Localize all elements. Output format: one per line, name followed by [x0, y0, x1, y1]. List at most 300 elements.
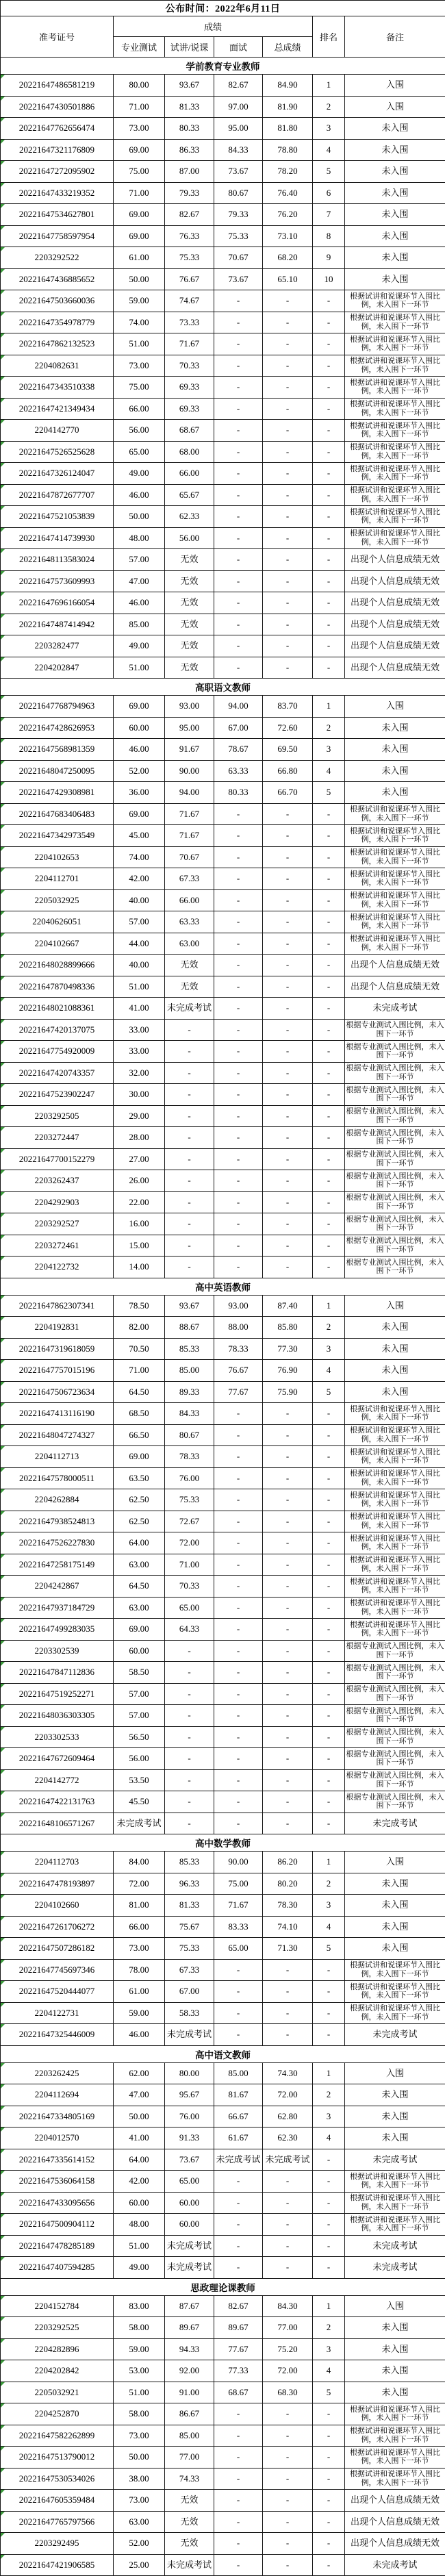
remark-cell: 出现个人信息成绩无效: [345, 549, 445, 571]
professional-test-score-cell: 46.00: [114, 739, 165, 761]
interview-score-cell: 65.00: [214, 1938, 263, 1960]
exam-id-cell: 20221647568981359: [1, 739, 114, 761]
professional-test-score-cell: 28.00: [114, 1127, 165, 1149]
professional-test-score-cell: 56.00: [114, 420, 165, 442]
total-score-cell: -: [263, 933, 313, 955]
trial-lecture-score-cell: 68.00: [165, 441, 214, 463]
table-row: [1, 1576, 445, 1598]
professional-test-score-cell: 60.00: [114, 1640, 165, 1662]
rank-cell: -: [313, 846, 345, 868]
table-row: [1, 1640, 445, 1662]
table-row: [1, 1726, 445, 1748]
total-score-cell: 80.20: [263, 1873, 313, 1895]
remark-cell: 未入围: [345, 2127, 445, 2149]
table-row: [1, 1748, 445, 1770]
table-row: [1, 96, 445, 118]
exam-id-cell: 20221647700152279: [1, 1148, 114, 1170]
remark-cell: 根据专业测试入围比例，未入围下一环节: [345, 1148, 445, 1170]
trial-lecture-score-cell: 76.00: [165, 2106, 214, 2127]
table-row: [1, 204, 445, 226]
remark-cell: 根据试讲和说课环节入围比例，未入围下一环节: [345, 2002, 445, 2024]
table-row: [1, 1170, 445, 1192]
interview-score-cell: -: [214, 1640, 263, 1662]
remark-cell: 出现个人信息成绩无效: [345, 635, 445, 657]
exam-id-cell: 20221647506723634: [1, 1381, 114, 1403]
total-score-cell: -: [263, 333, 313, 355]
trial-lecture-score-cell: 71.67: [165, 803, 214, 825]
rank-cell: 5: [313, 782, 345, 804]
exam-id-cell: 2204082631: [1, 355, 114, 377]
exam-id-cell: 20221647578000511: [1, 1467, 114, 1489]
trial-lecture-score-cell: -: [165, 1084, 214, 1106]
interview-score-cell: -: [214, 614, 263, 635]
rank-cell: 3: [313, 739, 345, 761]
exam-id-cell: 20221647326124047: [1, 463, 114, 485]
remark-cell: 根据试讲和说课环节入围比例，未入围下一环节: [345, 463, 445, 485]
rank-cell: -: [313, 2171, 345, 2193]
table-row: [1, 161, 445, 183]
professional-test-score-cell: 63.00: [114, 1597, 165, 1619]
exam-id-cell: 20221647520444077: [1, 1981, 114, 2003]
professional-test-score-cell: 71.00: [114, 1360, 165, 1382]
exam-id-cell: 2204112701: [1, 868, 114, 890]
interview-score-cell: 71.67: [214, 1895, 263, 1917]
professional-test-score-cell: 36.00: [114, 782, 165, 804]
total-score-cell: 74.10: [263, 1916, 313, 1938]
rank-cell: -: [313, 1532, 345, 1554]
interview-score-cell: -: [214, 635, 263, 657]
exam-id-cell: 2204102667: [1, 933, 114, 955]
table-row: [1, 420, 445, 442]
interview-score-cell: -: [214, 312, 263, 333]
remark-cell: 未入围: [345, 1873, 445, 1895]
remark-cell: 根据试讲和说课环节入围比例，未入围下一环节: [345, 1446, 445, 1468]
interview-score-cell: -: [214, 976, 263, 998]
trial-lecture-score-cell: 86.67: [165, 2403, 214, 2425]
table-row: [1, 1191, 445, 1213]
trial-lecture-score-cell: 无效: [165, 614, 214, 635]
exam-id-cell: 20221647433095656: [1, 2192, 114, 2214]
exam-id-cell: 2204282896: [1, 2338, 114, 2360]
trial-lecture-score-cell: 无效: [165, 570, 214, 592]
total-score-cell: 78.20: [263, 161, 313, 183]
table-row: [1, 441, 445, 463]
trial-lecture-score-cell: 无效: [165, 549, 214, 571]
total-score-cell: 78.80: [263, 139, 313, 161]
table-row: [1, 976, 445, 998]
interview-score-cell: -: [214, 2447, 263, 2468]
table-row: [1, 2084, 445, 2106]
remark-cell: 根据试讲和说课环节入围比例，未入围下一环节: [345, 1554, 445, 1576]
trial-lecture-score-cell: 87.67: [165, 2295, 214, 2317]
total-score-cell: -: [263, 825, 313, 847]
trial-lecture-score-cell: 93.00: [165, 696, 214, 718]
table-row: [1, 118, 445, 140]
table-row: [1, 1338, 445, 1360]
table-row: [1, 2214, 445, 2236]
rank-cell: 4: [313, 760, 345, 782]
trial-lecture-score-cell: 70.67: [165, 846, 214, 868]
total-score-cell: -: [263, 355, 313, 377]
interview-score-cell: 83.33: [214, 1916, 263, 1938]
remark-cell: 根据试讲和说课环节入围比例，未入围下一环节: [345, 2425, 445, 2447]
trial-lecture-score-cell: 79.33: [165, 182, 214, 204]
exam-id-cell: 20221647433219352: [1, 182, 114, 204]
trial-lecture-score-cell: -: [165, 1662, 214, 1684]
section-title: 高中语文教师: [1, 2045, 445, 2062]
exam-id-cell: 20221647768794963: [1, 696, 114, 718]
exam-id-cell: 2203282477: [1, 635, 114, 657]
interview-score-cell: -: [214, 1170, 263, 1192]
total-score-cell: -: [263, 868, 313, 890]
total-score-cell: -: [263, 1489, 313, 1511]
section-header-row: [1, 2045, 445, 2062]
remark-cell: 出现个人信息成绩无效: [345, 2511, 445, 2533]
table-row: [1, 398, 445, 420]
rank-cell: -: [313, 1791, 345, 1813]
rank-cell: 9: [313, 247, 345, 269]
total-score-cell: 86.20: [263, 1852, 313, 1873]
rank-cell: 1: [313, 75, 345, 97]
remark-cell: 入围: [345, 2062, 445, 2084]
total-score-cell: -: [263, 2447, 313, 2468]
rank-cell: -: [313, 333, 345, 355]
section-header-row: [1, 1278, 445, 1295]
trial-lecture-score-cell: 63.00: [165, 933, 214, 955]
rank-cell: -: [313, 398, 345, 420]
trial-lecture-score-cell: 无效: [165, 2511, 214, 2533]
professional-test-score-cell: 59.00: [114, 290, 165, 312]
professional-test-score-cell: 69.00: [114, 225, 165, 247]
exam-id-cell: 2204202847: [1, 657, 114, 679]
table-row: [1, 2257, 445, 2279]
total-score-cell: -: [263, 1446, 313, 1468]
total-score-cell: -: [263, 2425, 313, 2447]
professional-test-score-cell: 48.00: [114, 2214, 165, 2236]
remark-cell: 根据试讲和说课环节入围比例，未入围下一环节: [345, 398, 445, 420]
rank-cell: -: [313, 1424, 345, 1446]
trial-lecture-score-cell: 未完成考试: [165, 998, 214, 1020]
professional-test-score-cell: 44.00: [114, 933, 165, 955]
professional-test-score-cell: 58.50: [114, 1662, 165, 1684]
exam-id-cell: 20221647321176809: [1, 139, 114, 161]
table-row: [1, 312, 445, 333]
trial-lecture-score-cell: -: [165, 1726, 214, 1748]
interview-score-cell: 78.67: [214, 739, 263, 761]
rank-cell: -: [313, 1597, 345, 1619]
remark-cell: 根据试讲和说课环节入围比例，未入围下一环节: [345, 1576, 445, 1598]
rank-cell: -: [313, 2235, 345, 2257]
total-score-cell: -: [263, 955, 313, 976]
trial-lecture-score-cell: 无效: [165, 976, 214, 998]
interview-score-cell: -: [214, 1597, 263, 1619]
section-title: 思政理论课教师: [1, 2278, 445, 2295]
exam-id-cell: 2203302539: [1, 1640, 114, 1662]
exam-id-cell: 20221647261706272: [1, 1916, 114, 1938]
trial-lecture-score-cell: 95.67: [165, 2084, 214, 2106]
exam-id-cell: 20221647523902247: [1, 1084, 114, 1106]
rank-cell: -: [313, 1619, 345, 1641]
remark-cell: 未入围: [345, 2317, 445, 2339]
trial-lecture-score-cell: 85.00: [165, 1360, 214, 1382]
exam-id-cell: 2203272447: [1, 1127, 114, 1149]
professional-test-score-cell: 59.00: [114, 2338, 165, 2360]
exam-id-cell: 20221648113583024: [1, 549, 114, 571]
exam-id-cell: 20221647754920009: [1, 1041, 114, 1063]
remark-cell: 未入围: [345, 2338, 445, 2360]
rank-cell: -: [313, 1511, 345, 1532]
total-score-cell: -: [263, 2171, 313, 2193]
exam-id-cell: 2204122731: [1, 2002, 114, 2024]
remark-cell: 根据试讲和说课环节入围比例，未入围下一环节: [345, 1511, 445, 1532]
remark-cell: 根据专业测试入围比例，未入围下一环节: [345, 1683, 445, 1705]
remark-cell: 入围: [345, 1295, 445, 1317]
exam-id-cell: 20221647420743357: [1, 1062, 114, 1084]
trial-lecture-score-cell: 75.33: [165, 247, 214, 269]
total-score-cell: -: [263, 1084, 313, 1106]
professional-test-score-cell: 73.00: [114, 355, 165, 377]
exam-id-cell: 20221647534627801: [1, 204, 114, 226]
rank-cell: -: [313, 2403, 345, 2425]
table-row: [1, 549, 445, 571]
rank-cell: 8: [313, 225, 345, 247]
remark-cell: 未入围: [345, 2106, 445, 2127]
total-score-cell: -: [263, 1235, 313, 1257]
rank-cell: -: [313, 868, 345, 890]
table-row: [1, 1852, 445, 1873]
exam-id-cell: 20221647413116190: [1, 1403, 114, 1425]
exam-id-cell: 22040626051: [1, 911, 114, 933]
interview-score-cell: -: [214, 420, 263, 442]
exam-id-cell: 20221647334805169: [1, 2106, 114, 2127]
table-row: [1, 2062, 445, 2084]
trial-lecture-score-cell: 71.67: [165, 333, 214, 355]
rank-cell: -: [313, 1235, 345, 1257]
table-row: [1, 2468, 445, 2490]
trial-lecture-score-cell: 84.33: [165, 1403, 214, 1425]
total-score-cell: -: [263, 570, 313, 592]
interview-score-cell: -: [214, 2425, 263, 2447]
remark-cell: 出现个人信息成绩无效: [345, 955, 445, 976]
total-score-cell: -: [263, 1748, 313, 1770]
rank-cell: -: [313, 2257, 345, 2279]
exam-id-cell: 20221648028899666: [1, 955, 114, 976]
professional-test-score-cell: 69.00: [114, 1446, 165, 1468]
trial-lecture-score-cell: 67.00: [165, 1981, 214, 2003]
professional-test-score-cell: 25.00: [114, 2554, 165, 2576]
exam-id-cell: 20221647683406483: [1, 803, 114, 825]
professional-test-score-cell: 75.00: [114, 161, 165, 183]
professional-test-score-cell: 51.00: [114, 976, 165, 998]
table-row: [1, 1683, 445, 1705]
total-score-cell: 66.80: [263, 760, 313, 782]
trial-lecture-score-cell: -: [165, 1640, 214, 1662]
professional-test-score-cell: 14.00: [114, 1257, 165, 1278]
rank-cell: -: [313, 1662, 345, 1684]
section-title: 高中英语教师: [1, 1278, 445, 1295]
remark-cell: 根据试讲和说课环节入围比例，未入围下一环节: [345, 2192, 445, 2214]
rank-cell: -: [313, 484, 345, 506]
professional-test-score-cell: 56.50: [114, 1726, 165, 1748]
exam-id-cell: 20221647573609993: [1, 570, 114, 592]
exam-id-cell: 20221647862307341: [1, 1295, 114, 1317]
interview-score-cell: -: [214, 1726, 263, 1748]
professional-test-score-cell: 57.00: [114, 549, 165, 571]
table-row: [1, 377, 445, 399]
remark-cell: 根据试讲和说课环节入围比例，未入围下一环节: [345, 290, 445, 312]
remark-cell: 根据试讲和说课环节入围比例，未入围下一环节: [345, 420, 445, 442]
table-row: [1, 1981, 445, 2003]
exam-id-cell: 20221648021088361: [1, 998, 114, 1020]
exam-id-cell: 20221647503660036: [1, 290, 114, 312]
section-header-row: [1, 2278, 445, 2295]
total-score-cell: -: [263, 1576, 313, 1598]
rank-cell: -: [313, 1683, 345, 1705]
interview-score-cell: -: [214, 1748, 263, 1770]
trial-lecture-score-cell: -: [165, 1148, 214, 1170]
rank-cell: -: [313, 592, 345, 614]
total-score-cell: 84.90: [263, 75, 313, 97]
remark-cell: 入围: [345, 696, 445, 718]
professional-test-score-cell: 69.00: [114, 139, 165, 161]
rank-cell: -: [313, 1813, 345, 1834]
exam-id-cell: 20221647526227830: [1, 1532, 114, 1554]
rank-cell: 7: [313, 204, 345, 226]
interview-score-cell: -: [214, 1511, 263, 1532]
exam-id-cell: 20221647762656474: [1, 118, 114, 140]
total-score-cell: 76.40: [263, 182, 313, 204]
remark-cell: 根据专业测试入围比例，未入围下一环节: [345, 1105, 445, 1127]
rank-cell: -: [313, 1041, 345, 1063]
remark-cell: 出现个人信息成绩无效: [345, 2490, 445, 2512]
professional-test-score-cell: 85.00: [114, 614, 165, 635]
interview-score-cell: -: [214, 955, 263, 976]
rank-cell: -: [313, 1105, 345, 1127]
interview-score-cell: 82.67: [214, 75, 263, 97]
interview-score-cell: 93.00: [214, 1295, 263, 1317]
table-row: [1, 2533, 445, 2555]
remark-cell: 根据试讲和说课环节入围比例，未入围下一环节: [345, 1403, 445, 1425]
trial-lecture-score-cell: -: [165, 1748, 214, 1770]
rank-cell: -: [313, 463, 345, 485]
table-row: [1, 846, 445, 868]
rank-cell: -: [313, 1640, 345, 1662]
total-score-cell: -: [263, 484, 313, 506]
remark-cell: 根据试讲和说课环节入围比例，未入围下一环节: [345, 2403, 445, 2425]
table-row: [1, 355, 445, 377]
table-row: [1, 1257, 445, 1278]
interview-score-cell: -: [214, 911, 263, 933]
rank-cell: -: [313, 657, 345, 679]
trial-lecture-score-cell: 71.00: [165, 1554, 214, 1576]
professional-test-score-cell: 65.00: [114, 441, 165, 463]
professional-test-score-cell: 49.00: [114, 635, 165, 657]
trial-lecture-score-cell: 65.67: [165, 484, 214, 506]
interview-score-cell: 85.00: [214, 2062, 263, 2084]
table-row: [1, 1148, 445, 1170]
exam-id-cell: 2205032925: [1, 889, 114, 911]
table-row: [1, 1213, 445, 1235]
interview-score-cell: 77.67: [214, 1381, 263, 1403]
rank-cell: -: [313, 1769, 345, 1791]
rank-cell: 1: [313, 1852, 345, 1873]
rank-cell: 3: [313, 2106, 345, 2127]
remark-cell: 根据试讲和说课环节入围比例，未入围下一环节: [345, 889, 445, 911]
interview-score-cell: -: [214, 1813, 263, 1834]
interview-score-cell: -: [214, 657, 263, 679]
rank-cell: 2: [313, 2084, 345, 2106]
professional-test-score-cell: 68.50: [114, 1403, 165, 1425]
trial-lecture-score-cell: 未完成考试: [165, 2024, 214, 2046]
publish-time-title: 公布时间：2022年6月11日: [1, 1, 445, 16]
trial-lecture-score-cell: 93.67: [165, 1295, 214, 1317]
total-score-cell: 未完成考试: [263, 2149, 313, 2171]
interview-score-cell: 97.00: [214, 96, 263, 118]
professional-test-score-cell: 62.50: [114, 1511, 165, 1532]
exam-id-cell: 2204192831: [1, 1317, 114, 1339]
total-score-cell: -: [263, 2554, 313, 2576]
remark-cell: 入围: [345, 1852, 445, 1873]
rank-cell: -: [313, 1981, 345, 2003]
col-header-interview: 面试: [214, 37, 263, 58]
remark-cell: 未入围: [345, 2382, 445, 2403]
interview-score-cell: -: [214, 592, 263, 614]
professional-test-score-cell: 51.00: [114, 2235, 165, 2257]
remark-cell: 未完成考试: [345, 2024, 445, 2046]
remark-cell: 根据试讲和说课环节入围比例，未入围下一环节: [345, 846, 445, 868]
trial-lecture-score-cell: 87.00: [165, 161, 214, 183]
professional-test-score-cell: 62.00: [114, 2062, 165, 2084]
rank-cell: -: [313, 2447, 345, 2468]
trial-lecture-score-cell: 58.33: [165, 2002, 214, 2024]
exam-id-cell: 20221647421906585: [1, 2554, 114, 2576]
professional-test-score-cell: 42.00: [114, 2171, 165, 2193]
rank-cell: -: [313, 614, 345, 635]
remark-cell: 根据专业测试入围比例，未入围下一环节: [345, 1084, 445, 1106]
professional-test-score-cell: 49.00: [114, 463, 165, 485]
trial-lecture-score-cell: 94.00: [165, 782, 214, 804]
exam-id-cell: 20221647765797566: [1, 2511, 114, 2533]
professional-test-score-cell: 52.00: [114, 2533, 165, 2555]
trial-lecture-score-cell: 75.67: [165, 1916, 214, 1938]
table-row: [1, 889, 445, 911]
exam-id-cell: 2203292495: [1, 2533, 114, 2555]
total-score-cell: -: [263, 2235, 313, 2257]
professional-test-score-cell: 66.00: [114, 1916, 165, 1938]
trial-lecture-score-cell: -: [165, 1191, 214, 1213]
table-row: [1, 2447, 445, 2468]
professional-test-score-cell: 71.00: [114, 182, 165, 204]
exam-id-cell: 20221647526525628: [1, 441, 114, 463]
remark-cell: 未入围: [345, 1381, 445, 1403]
rank-cell: -: [313, 549, 345, 571]
table-row: [1, 1597, 445, 1619]
total-score-cell: -: [263, 592, 313, 614]
interview-score-cell: -: [214, 290, 263, 312]
remark-cell: 根据试讲和说课环节入围比例，未入围下一环节: [345, 1424, 445, 1446]
interview-score-cell: 79.33: [214, 204, 263, 226]
table-row: [1, 1873, 445, 1895]
rank-cell: -: [313, 1959, 345, 1981]
remark-cell: 未入围: [345, 1895, 445, 1917]
section-title: 高中数学教师: [1, 1834, 445, 1852]
trial-lecture-score-cell: 85.33: [165, 1852, 214, 1873]
total-score-cell: -: [263, 1148, 313, 1170]
remark-cell: 未入围: [345, 2084, 445, 2106]
table-row: [1, 2002, 445, 2024]
total-score-cell: -: [263, 463, 313, 485]
remark-cell: 根据试讲和说课环节入围比例，未入围下一环节: [345, 933, 445, 955]
